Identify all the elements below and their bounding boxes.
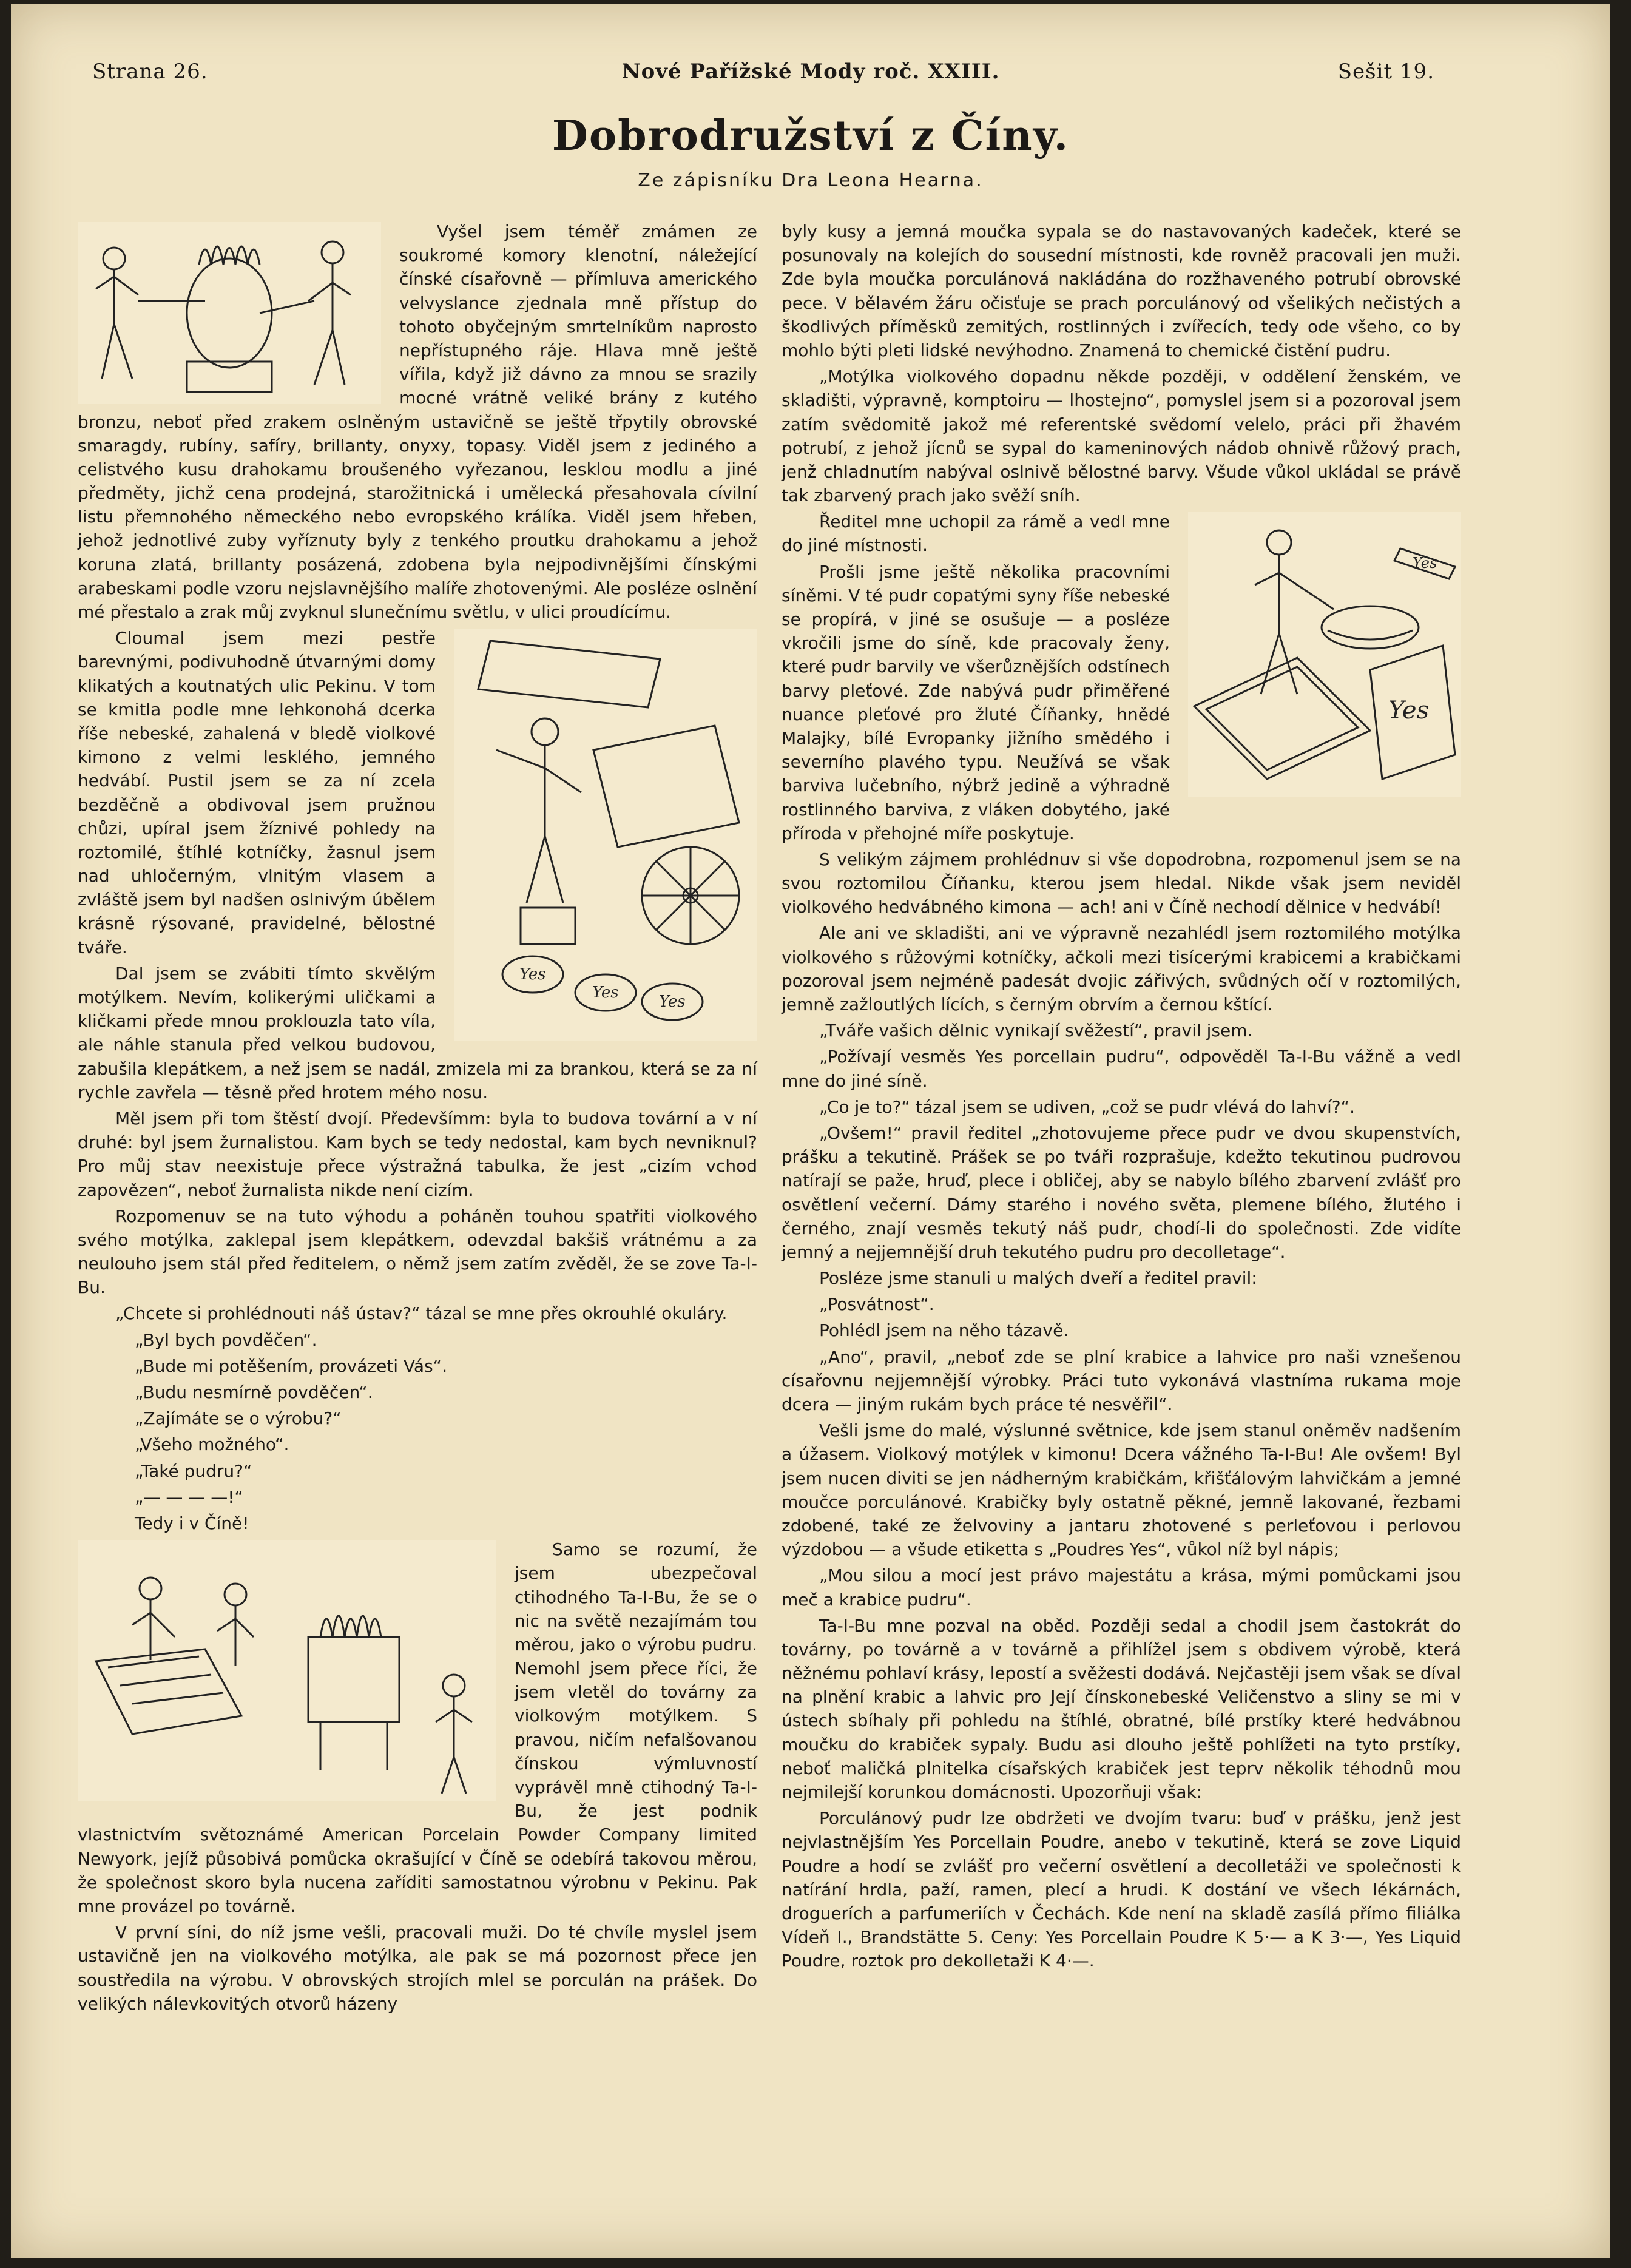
dialogue-line: „Budu nesmírně povděčen“.	[135, 1382, 373, 1402]
paragraph: Posléze jsme stanuli u malých dveří a ředitel pravil:	[819, 1268, 1257, 1289]
left-column	[78, 220, 757, 2222]
dialogue-line: „— — — —!“	[135, 1487, 243, 1507]
paragraph: Cloumal jsem mezi pestře barevnými, podivuhodně útvarnými domy klikatých a koutnatých ulic Pekinu. V tom se kmitla podle mne lehkonohá dcerka říše nebeské, zahalená v bledě violkové kimono z velmi lesklého, jemného hedvábí. Pustil jsem se za ní zcela bezděčně a obdivoval jsem pružnou chůzi, upíral jsem žíznivé pohledy na roztomilé, štíhlé kotníčky, žasnul jsem nad uhločerným, vlnitým vlasem a zvláště jsem byl nadšen oslnivým úbělem krásně rýsované, pravidelné, bělostné tváře.	[78, 628, 436, 957]
box-label-3: Yes	[659, 993, 686, 1011]
article-subtitle: Ze zápisníku Dra Leona Hearna.	[638, 170, 984, 191]
box-label-1: Yes	[519, 965, 546, 984]
paragraph: Dal jsem se zvábiti tímto skvělým motýlkem. Nevím, kolikerými uličkami a kličkami přede mnou proklouzla tato víla, ale náhle stanula před velkou budovou, zabušila klepátkem, a než jsem se nadál, zmizela mi za brankou, která se za ní rychle zavřela — těsně před hrotem mého nosu.	[78, 963, 757, 1102]
furnace-workers-illustration	[78, 222, 381, 404]
crate-label: Yes	[1388, 697, 1430, 725]
magazine-page	[11, 4, 1610, 2258]
paragraph: Ale ani ve skladišti, ani ve výpravně nezahlédl jsem roztomilého motýlka violkového s růžovými kotníčky, ačkoli mezi tisícerými krabicemi a krabičkami pozoroval jsem nejméně padesát dvojic zářivých, svůdných očí v roztomilých, jemně zažloutlých lících, s černým obrvím a černou kštící.	[782, 923, 1461, 1014]
paragraph: „Motýlka violkového dopadnu někde později, v oddělení ženském, ve skladišti, výpravně, komptoiru — lhostejno“, pomyslel jsem si a pozoroval jsem zatím svědomitě jakož mé referentské svědomí velelo, práci při žhavém potrubí, z jehož jícnů se sypal do kameninových nádob ohnivě růžový prach, jenž chladnutím nabýval oslnivě bělostné barvy. Všude vůkol ukládal se právě tak zbarvený prach jako svěží sníh.	[782, 366, 1461, 506]
paragraph: Samo se rozumí, že jsem ubezpečoval ctihodného Ta-I-Bu, že se o nic na světě nezajímám tou měrou, jako o výrobu pudru. Nemohl jsem přece říci, že jsem vletěl do továrny za violkovým motýlkem. S pravou, ničím nefalšovanou čínskou výmluvností vyprávěl mně ctihodný Ta-I-Bu, že jest podnik vlastnictvím světoznámé American Porcelain Powder Company limited Newyork, jejíž působivá pomůcka okrašující v Číně se odebírá takovou měrou, že společnost skoro byla nucena zaříditi samostatnou výrobnu v Pekinu. Pak mne provázel po továrně.	[78, 1539, 757, 1916]
paragraph: Vešli jsme do malé, výslunné světnice, kde jsem stanul oněměv nadšením a úžasem. Violkový motýlek v kimonu! Dcera vážného Ta-I-Bu! Ale ovšem! Byl jsem nucen diviti se jen nádherným krabičkám, křišťálovým lahvičkám a jemné moučce porculánové. Krabičky byly ostatně pěkné, jemně lakované, řezbami zdobené, také ze želvoviny a jantaru zhotovené s perleťovou i perlovou výzdobou — a všude etiketta s „Poudres Yes“, vůkol níž byl nápis;	[782, 1420, 1461, 1560]
paragraph: V první síni, do níž jsme vešli, pracovali muži. Do té chvíle myslel jsem ustavičně jen na violkového motýlka, ale pak se má pozornost přece jen soustředila na výrobu. V obrovských strojích mlel se porculán na prášek. Do velikých nálevkovitých otvorů házeny	[78, 1922, 757, 2014]
box-label-2: Yes	[592, 984, 619, 1002]
paragraph: „Tváře vašich dělnic vynikají svěžestí“, pravil jsem.	[819, 1021, 1253, 1041]
dialogue-line: „Všeho možného“.	[135, 1434, 289, 1455]
paragraph: Ta-I-Bu mne pozval na oběd. Později sedal a chodil jsem častokrát do továrny, po továrně a v továrně a přihlížel jsem s obdivem výrobě, která něžnému pohlaví krásy, lepostí a svěžesti dodává. Nejčastěji jsem však se díval na plnění krabic a lahvic pro Její čínskonebeské Veličenstvo a sliny se mi v ústech sbíhaly při pohledu na štíhlé, obratné, bílé prstíky které hedvábnou moučku do krabiček sypaly. Budu asi dlouho ještě pohlížeti na tyto prstíky, neboť maličká plnitelka císařských krabiček jest teprv několik téhodnů mou nejmilejší korunkou domácnosti. Upozorňuji však:	[782, 1615, 1461, 1802]
paragraph: „Chcete si prohlédnouti náš ústav?“ tázal se mne přes okrouhlé okuláry.	[115, 1303, 728, 1324]
lid-label: Yes	[1413, 555, 1437, 572]
furnace-workers-drawing	[78, 222, 381, 404]
paragraph: „Požívají vesměs Yes porcellain pudru“, odpověděl Ta-I-Bu vážně a vedl mne do jiné síně.	[782, 1047, 1461, 1091]
paragraph: Pohlédl jsem na něho tázavě.	[819, 1320, 1069, 1341]
man-with-boxes-illustration	[454, 629, 757, 1041]
right-column	[782, 220, 1461, 2222]
issue-number: Sešit 19.	[1337, 59, 1434, 84]
paragraph: Vyšel jsem téměř zmámen ze soukromé komory klenotní, náležející čínské císařovně — přímluva amerického velvyslance zjednala mně přístup do tohoto obyčejným smrtelníkům naprosto nepřístupného ráje. Hlava mně ještě vířila, když již dávno za mnou se srazily mocné vrátně veliké brány z kutého bronzu, neboť před zrakem oslněným ustavičně se ještě třpytily obrovské smaragdy, rubíny, safíry, brillanty, onyxy, topasy. Viděl jsem z jediného a celistvého kusu drahokamu broušeného vyřezanou, lesklou modlu a jiné předměty, jichž cena prodejná, starožitnická i umělecká přesahovala cívilní listu přemnohého německého nebo evropského králíka. Viděl jsem hřeben, jehož jednotlivé zuby vyříznuty byly z tenkého proutku drahokamu a jehož koruna zlatá, brillanty posázená, zdobena byla nejpodivnějšími čínskými arabeskami podle vzoru nejslavnějšího malíře zhotovenými. Ale posléze oslnění mé přestalo a zrak můj zvyknul slunečnímu světlu, v ulici proudícímu.	[78, 221, 757, 622]
magazine-title: Nové Pařížské Mody roč. XXIII.	[621, 59, 1000, 84]
paragraph: S velikým zájmem prohlédnuv si vše dopodrobna, rozpomenul jsem se na svou roztomilou Číňanku, kterou jsem hledal. Nikde však jsem neviděl violkového hedvábného kimona — ach! ani v Číně nechodí dělnice v hedvábí!	[782, 849, 1461, 917]
sieving-workers-illustration	[78, 1540, 496, 1801]
paragraph: Ředitel mne uchopil za rámě a vedl mne do jiné místnosti.	[782, 511, 1170, 556]
paragraph: „Ano“, pravil, „neboť zde se plní krabice a lahvice pro naši vznešenou císařovnu nejjemnější výrobky. Práci tuto vykonává vlastníma rukama moje dcera — jiným rukám bych práce té nesvěřil“.	[782, 1346, 1461, 1414]
dialogue-line: „Byl bych povděčen“.	[135, 1329, 317, 1350]
paragraph: Prošli jsme ještě několika pracovními síněmi. V té pudr copatými syny říše nebeské se propírá, v jiné se osušuje — a posléze vkročili jsme do síně, kde pracovaly ženy, které pudr barvily ve všerůznějších odstínech barvy pleťové. Zde nabývá pudr přiměřené nuance pleťové pro žluté Číňanky, hnědé Malajky, bílé Evropanky jižního smědého i severního plavého typu. Neužívá se však barviva lučebního, nýbrž jedině a výhradně rostlinného barviva, z vláken dobytého, jaké příroda v přehojné míře poskytuje.	[782, 561, 1170, 843]
worker-with-tray-drawing	[1188, 512, 1461, 797]
paragraph: byly kusy a jemná moučka sypala se do nastavovaných kadeček, které se posunovaly na kolejích do sousední místnosti, kde rovněž pracovali jen muži. Zde byla moučka porculánová nakládána do rozžhaveného potrubí obrovské pece. V bělavém žáru očisťuje se prach porculánový od všelikých nečistých a škodlivých příměsků zemitých, rostlinných i zvířecích, tedy ode všeho, co by mohlo býti pleti lidské nevýhodno. Znamená to chemické čistění pudru.	[782, 221, 1461, 360]
dialogue-line: „Také pudru?“	[135, 1460, 252, 1481]
sieving-workers-drawing	[78, 1540, 496, 1801]
man-with-boxes-drawing	[454, 629, 757, 1041]
paragraph: Měl jsem při tom štěstí dvojí. Předevšímm: byla to budova tovární a v ní druhé: byl jsem žurnalistou. Kam bych se tedy nedostal, kam bych nevniknul? Pro můj stav neexistuje přece výstražná tabulka, že jest „cizím vchod zapovězen“, neboť žurnalista nikde není cizím.	[78, 1108, 757, 1200]
dialogue-line: Tedy i v Číně!	[135, 1513, 249, 1533]
dialogue-line: „Zajímáte se o výrobu?“	[135, 1408, 342, 1429]
paragraph: „Posvátnost“.	[819, 1294, 934, 1315]
paragraph: „Mou silou a mocí jest právo majestátu a krása, mými pomůckami jsou meč a krabice pudru“.	[782, 1565, 1461, 1610]
article-title: Dobrodružství z Číny.	[552, 112, 1070, 160]
worker-with-tray-illustration	[1188, 512, 1461, 797]
paragraph: „Co je to?“ tázal jsem se udiven, „což se pudr vlévá do lahví?“.	[819, 1096, 1355, 1117]
advertisement-paragraph: Porculánový pudr lze obdržeti ve dvojím tvaru: buď v prášku, jenž jest nejvlastnějším Yes Porcellain Poudre, anebo v tekutině, která se zove Liquid Poudre a hodí se zvlášť pro večerní osvětlení a decolletáži ve společnosti k natírání hrdla, paží, ramen, plecí a hrudi. K dostání ve všech lékárnách, droguerích a parfumeriích v Čechách. Kde není na skladě zasílá přímo filiálka Vídeň I., Brandstätte 5. Ceny: Yes Porcellain Poudre K 5·— a K 3·—, Yes Liquid Poudre, roztok pro dekolletaži K 4·—.	[782, 1808, 1461, 1971]
page-number: Strana 26.	[92, 59, 208, 84]
paragraph: „Ovšem!“ pravil ředitel „zhotovujeme přece pudr ve dvou skupenstvích, prášku a tekutině. Prášek se po tváři rozprašuje, kdežto tekutinou pudrovou natírají se paže, hruď, plece i obličej, aby se nabylo bílého zbarvení zvlášť pro osvětlení večerní. Dámy starého i nového světa, plemene bílého, žlutého i černého, znají vesměs tekutý náš pudr, chodí-li do společnosti. Zde vidíte jemný a nejjemnější druh tekutého pudru pro decolletage“.	[782, 1122, 1461, 1262]
dialogue-line: „Bude mi potěšením, provázeti Vás“.	[135, 1355, 448, 1376]
paragraph: Rozpomenuv se na tuto výhodu a poháněn touhou spatřiti violkového svého motýlka, zaklepal jsem klepátkem, odevzdal bakšiš vrátnému a za neulouho jsem stál před ředitelem, o němž jsem zatím zvěděl, že se zove Ta-I-Bu.	[78, 1206, 757, 1298]
